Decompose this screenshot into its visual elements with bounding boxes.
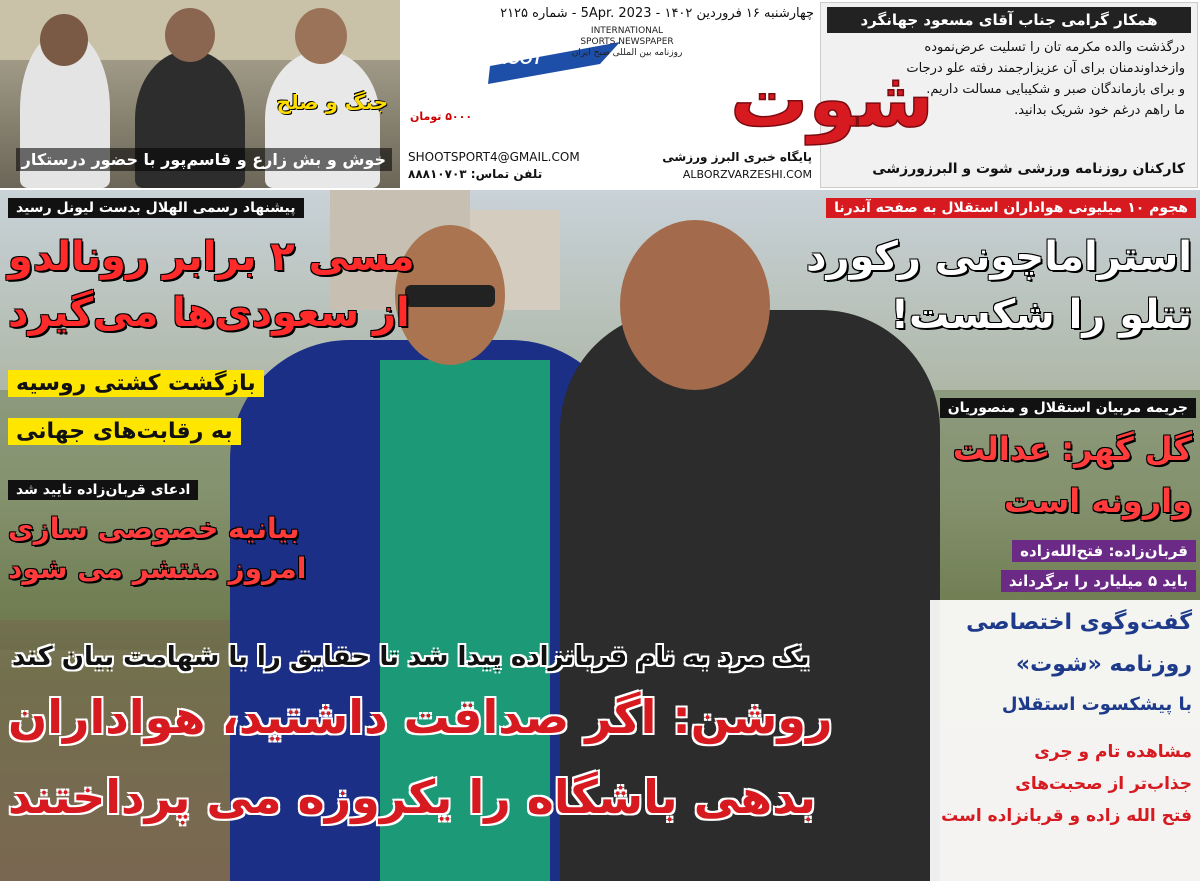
intl-line: روزنامه بین المللی صبح ایران — [571, 48, 683, 58]
strama-kicker: هجوم ۱۰ میلیونی هواداران استقلال به صفحه آندرنا — [826, 198, 1196, 218]
condolence-title: همکار گرامی جناب آقای مسعود جهانگرد — [827, 7, 1191, 33]
wrestlers-subhead: خوش و بش زارع و قاسم‌پور با حضور درستکار — [16, 148, 392, 171]
condolence-signature: کارکنان روزنامه ورزشی شوت و البرزورزشی — [872, 161, 1185, 177]
wrestler-head — [40, 14, 88, 66]
fathollah-headline-1: قربان‌زاده: فتح‌الله‌زاده — [1012, 540, 1196, 562]
logo-text: شوت — [730, 55, 934, 145]
strama-headline-2: تتلو را شکست! — [890, 292, 1192, 338]
interview-panel — [930, 600, 1200, 881]
main-photo — [0, 190, 1200, 881]
interview-line-2: روزنامه «شوت» — [1015, 652, 1192, 677]
interview-line-3: با پیشکسوت استقلال — [1001, 694, 1192, 715]
header — [0, 0, 1200, 190]
website: ALBORZVARZESHI.COM — [682, 168, 812, 181]
alhilal-kicker: پیشنهاد رسمی الهلال بدست لیونل رسید — [8, 198, 304, 218]
condolence-line: ما راهم درغم خود شریک بدانید. — [1014, 103, 1185, 118]
messi-headline-1: مسی ۲ برابر رونالدو — [8, 234, 415, 280]
email: SHOOTSPORT4@GMAIL.COM — [408, 150, 580, 164]
phone: تلفن تماس: ۸۸۸۱۰۷۰۳ — [408, 167, 543, 181]
tamojari-line-2: جذاب‌تر از صحبت‌های — [1015, 774, 1192, 794]
masthead — [400, 0, 934, 188]
strama-headline-1: استراماچونی رکورد — [806, 234, 1192, 280]
messi-headline-2: از سعودی‌ها می‌گیرد — [8, 290, 410, 336]
russia-headline-2: به رقابت‌های جهانی — [8, 418, 241, 445]
international-label — [568, 26, 686, 59]
main-kicker: یک مرد به نام قربانزاده پیدا شد تا حقایق را با شهامت بیان کند — [12, 642, 810, 672]
wrestlers-photo — [0, 0, 400, 188]
tamojari-line-1: مشاهده تام و جری — [1034, 742, 1192, 762]
intl-line: SPORTS NEWSPAPER — [580, 37, 674, 47]
statement-headline-2: امروز منتشر می شود — [8, 552, 307, 585]
price: ۵۰۰۰ تومان — [410, 110, 473, 123]
main-headline-1: روشن: اگر صداقت داشتید، هواداران — [8, 690, 833, 744]
tagline: پایگاه خبری البرز ورزشی — [662, 150, 812, 164]
ghorbanzadeh-kicker: ادعای قربان‌زاده تایید شد — [8, 480, 198, 500]
condolence-line: درگذشت والده مکرمه تان را تسلیت عرض‌نموده — [924, 40, 1185, 55]
dateline: چهارشنبه ۱۶ فروردین ۱۴۰۲ - 5Apr. 2023 - شماره ۲۱۲۵ — [500, 6, 814, 21]
logo-small-text: SHOOT — [485, 51, 542, 68]
wrestlers-headline: جنگ و صلح — [276, 90, 388, 114]
russia-headline-1: بازگشت کشتی روسیه — [8, 370, 264, 397]
statement-headline-1: بیانیه خصوصی سازی — [8, 512, 300, 545]
right-man-head — [620, 220, 770, 390]
tamojari-line-3: فتح الله زاده و قربانزاده است — [941, 806, 1192, 826]
interview-line-1: گفت‌وگوی اختصاصی — [966, 610, 1192, 635]
golgohar-headline-1: گل گهر: عدالت — [952, 430, 1192, 468]
wrestler-head — [295, 8, 347, 64]
golgohar-headline-2: وارونه است — [1003, 482, 1192, 520]
intl-line: INTERNATIONAL — [590, 26, 664, 36]
fine-kicker: جریمه مربیان استقلال و منصوریان — [940, 398, 1196, 418]
wrestler-head — [165, 8, 215, 62]
fathollah-headline-2: باید ۵ میلیارد را برگرداند — [1001, 570, 1196, 592]
main-headline-2: بدهی باشگاه را یکروزه می پرداختند — [8, 770, 816, 824]
condolence-line: وازخداوندمنان برای آن عزیزارجمند رفته علو درجات — [906, 61, 1185, 76]
sunglasses — [405, 285, 495, 307]
condolence-line: و برای بازماندگان صبر و شکیبایی مسالت داریم. — [926, 82, 1185, 97]
